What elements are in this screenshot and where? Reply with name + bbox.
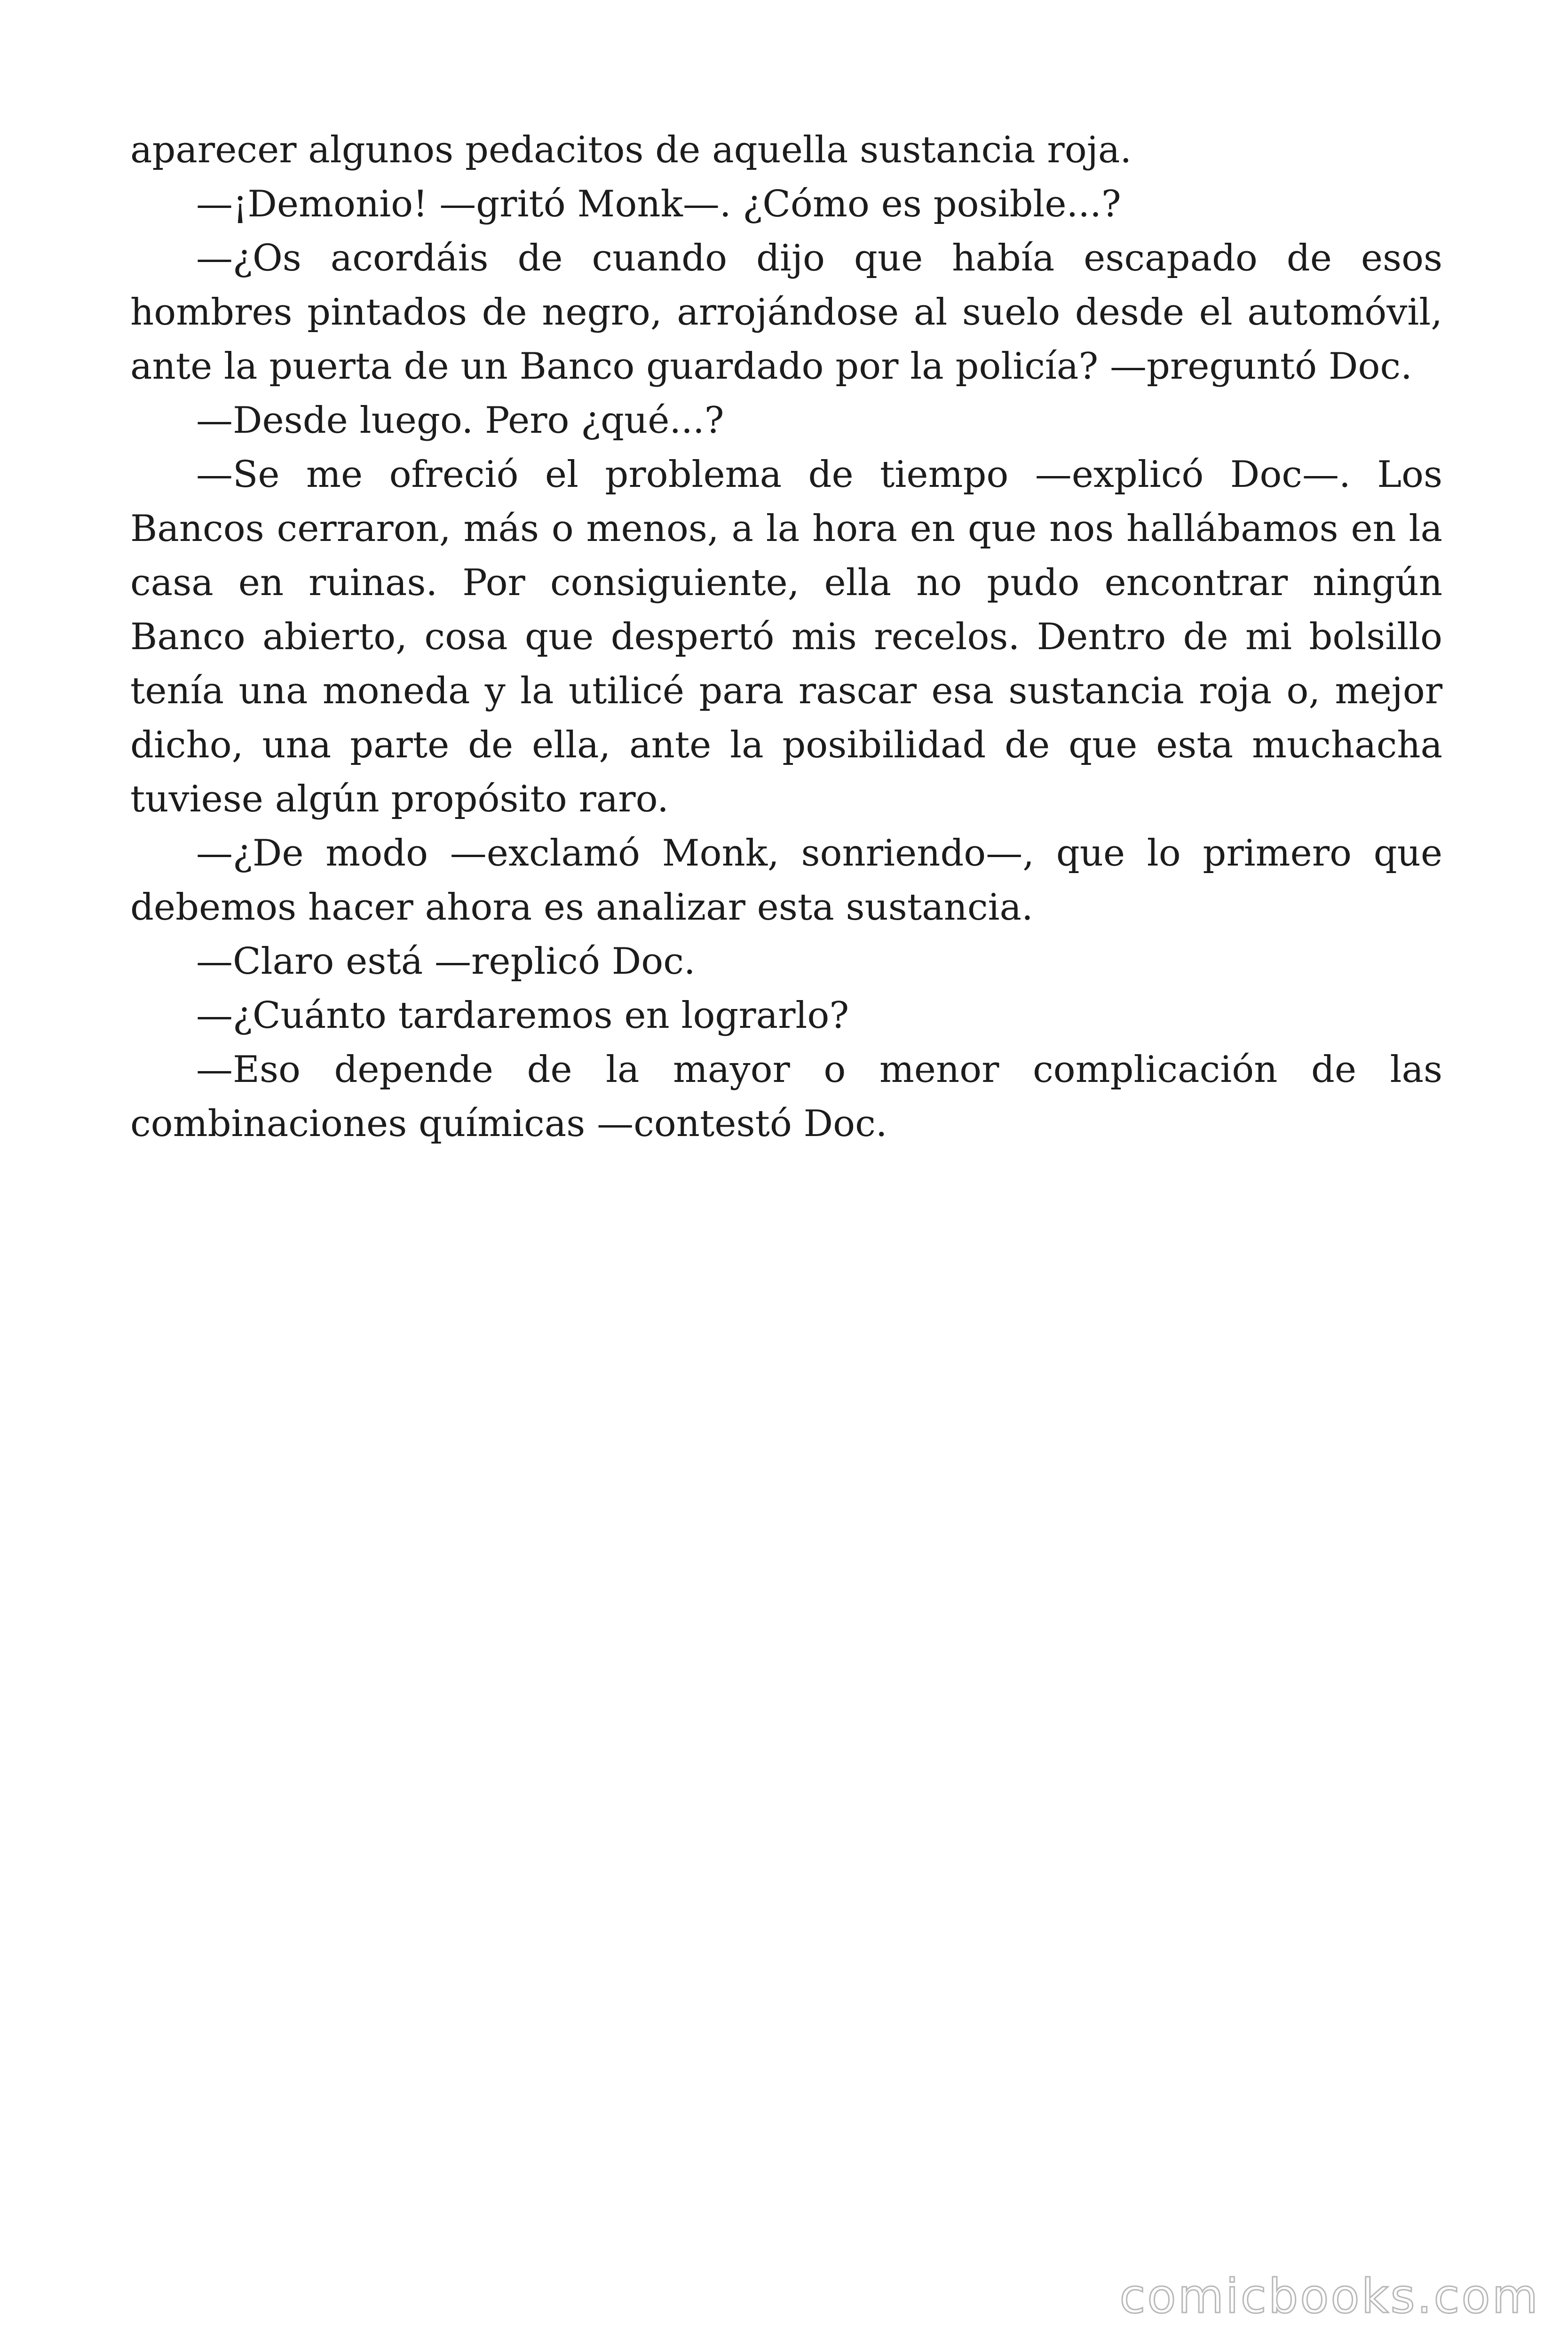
- watermark-logo: comicbooks.com: [1119, 2269, 1540, 2324]
- paragraph-2: —¡Demonio! —gritó Monk—. ¿Cómo es posible...?: [196, 183, 1121, 225]
- paragraph-8: —¿Cuánto tardaremos en lograrlo?: [196, 994, 849, 1037]
- paragraph-3: —¿Os acordáis de cuando dijo que había escapado de esos hombres pintados de negro, arrojándose al suelo desde el automóvil, ante la puerta de un Banco guardado por la policía? —preguntó Doc.: [130, 237, 1442, 388]
- paragraph-4: —Desde luego. Pero ¿qué...?: [196, 399, 724, 442]
- paragraph-6: —¿De modo —exclamó Monk, sonriendo—, que lo primero que debemos hacer ahora es analizar esta sustancia.: [130, 832, 1442, 929]
- paragraph-5: —Se me ofreció el problema de tiempo —explicó Doc—. Los Bancos cerraron, más o menos, a la hora en que nos hallábamos en la casa en ruinas. Por consiguiente, ella no pudo encontrar ningún Banco abierto, cosa que despertó mis recelos. Dentro de mi bolsillo tenía una moneda y la utilicé para rascar esa sustancia roja o, mejor dicho, una parte de ella, ante la posibilidad de que esta muchacha tuviese algún propósito raro.: [130, 453, 1442, 820]
- body-text: [130, 123, 1442, 1151]
- paragraph-7: —Claro está —replicó Doc.: [196, 940, 696, 983]
- paragraph-9: —Eso depende de la mayor o menor complicación de las combinaciones químicas —contestó Doc.: [130, 1049, 1442, 1145]
- paragraph-1: aparecer algunos pedacitos de aquella sustancia roja.: [130, 129, 1132, 171]
